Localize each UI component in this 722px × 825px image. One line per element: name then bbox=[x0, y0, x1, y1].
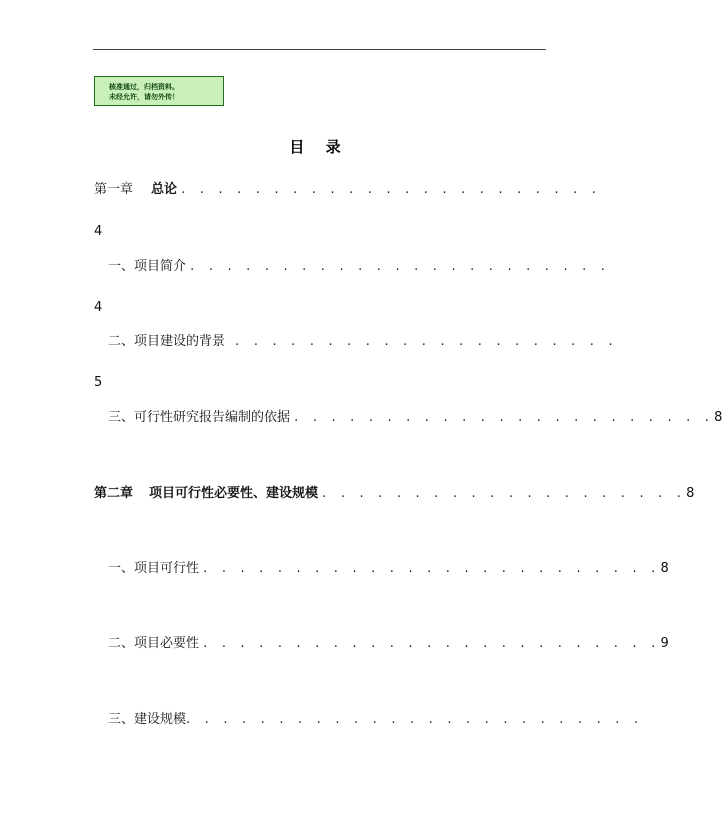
toc-entry-section[interactable] bbox=[108, 410, 722, 426]
toc-page-number: 9 bbox=[660, 636, 669, 651]
chapter-title: 总论 bbox=[151, 182, 178, 197]
toc-page-number: 8 bbox=[686, 486, 695, 501]
toc-title: 目 录 bbox=[289, 138, 349, 156]
toc-page-number: 8 bbox=[660, 561, 669, 576]
toc-leader-dots: . . . . . . . . . . . . . . . . . . . . bbox=[322, 486, 687, 501]
toc-leader-dots: . . . . . . . . . . . . . . . . . . . . . bbox=[235, 334, 618, 349]
toc-entry-section[interactable] bbox=[108, 334, 618, 350]
toc-page-number: 8 bbox=[714, 410, 722, 425]
stamp-line-1: 核准通过，归档资料。 bbox=[109, 83, 179, 91]
toc-leader-dots: . . . . . . . . . . . . . . . . . . . . . . . . . bbox=[186, 712, 644, 727]
section-title: 一、项目可行性 bbox=[108, 561, 200, 576]
section-title: 二、项目建设的背景 bbox=[108, 334, 226, 349]
toc-entry-section[interactable] bbox=[108, 636, 669, 652]
toc-entry-chapter-2[interactable] bbox=[94, 486, 694, 502]
toc-page-number: 4 bbox=[94, 300, 103, 315]
toc-leader-dots: . . . . . . . . . . . . . . . . . . . . . . . . . bbox=[203, 636, 661, 651]
section-title: 一、项目简介 bbox=[108, 259, 187, 274]
toc-leader-dots: . . . . . . . . . . . . . . . . . . . . . . . bbox=[181, 182, 602, 197]
section-title: 三、建设规模 bbox=[108, 712, 187, 727]
toc-leader-dots: . . . . . . . . . . . . . . . . . . . . . . . bbox=[294, 410, 715, 425]
header-rule bbox=[93, 49, 546, 50]
toc-entry-section[interactable] bbox=[108, 259, 610, 275]
chapter-prefix: 第一章 bbox=[94, 182, 134, 197]
chapter-title: 项目可行性必要性、建设规模 bbox=[149, 486, 319, 501]
toc-entry-section[interactable] bbox=[108, 561, 669, 577]
chapter-prefix: 第二章 bbox=[94, 486, 134, 501]
section-title: 二、项目必要性 bbox=[108, 636, 200, 651]
section-title: 三、可行性研究报告编制的依据 bbox=[108, 410, 291, 425]
stamp-line-2: 未经允许，请勿外传！ bbox=[109, 93, 179, 101]
toc-leader-dots: . . . . . . . . . . . . . . . . . . . . . . . bbox=[190, 259, 611, 274]
toc-leader-dots: . . . . . . . . . . . . . . . . . . . . . . . . . bbox=[203, 561, 661, 576]
toc-page-number: 5 bbox=[94, 375, 103, 390]
toc-page-number: 4 bbox=[94, 224, 103, 239]
toc-entry-section[interactable] bbox=[108, 712, 643, 728]
toc-entry-chapter-1[interactable] bbox=[94, 182, 601, 198]
approval-stamp bbox=[94, 76, 224, 106]
